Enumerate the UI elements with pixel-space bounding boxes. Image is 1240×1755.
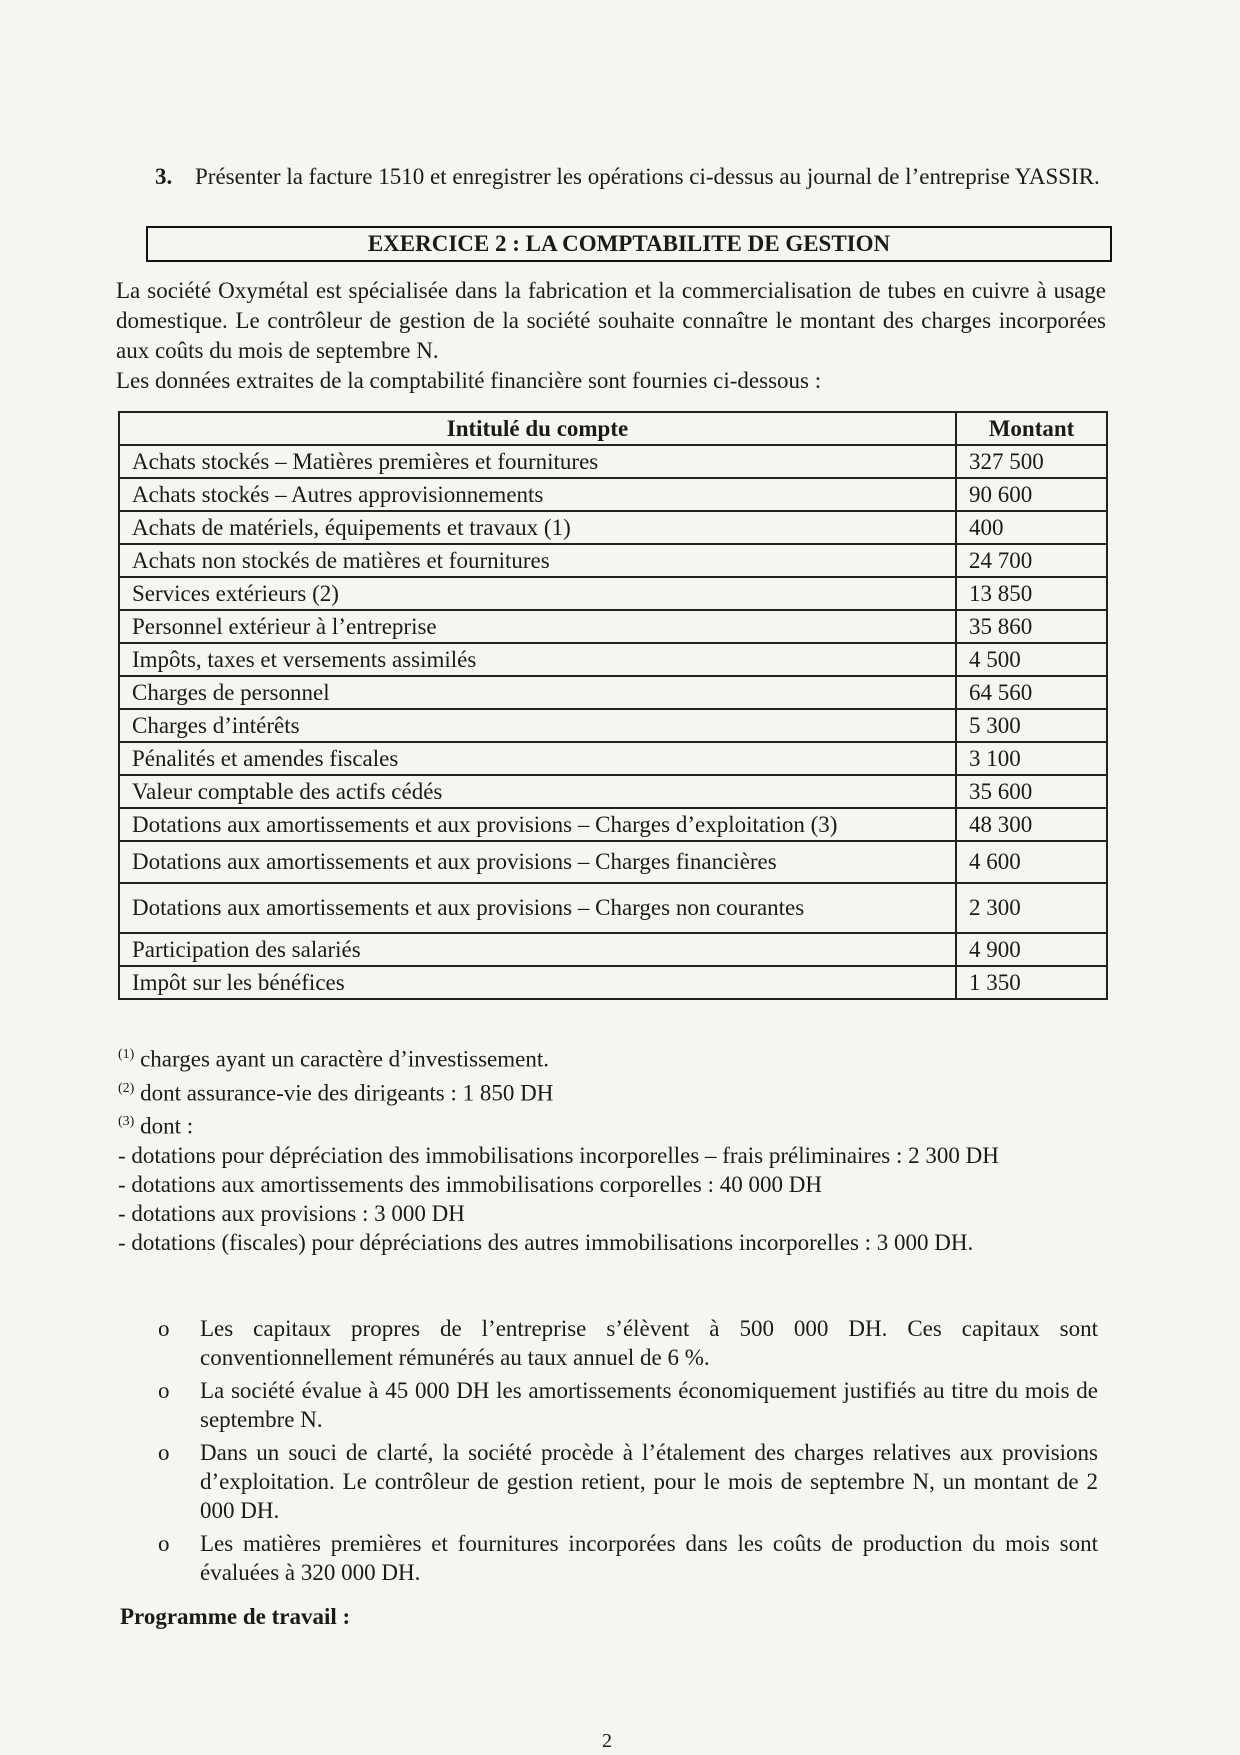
bullet-list (158, 1314, 1098, 1591)
intro-paragraph: La société Oxymétal est spécialisée dans la fabrication et la commercialisation de tubes en cuivre à usage domestique. Le contrôleur de gestion de la société souhaite connaître le montant des charges incorporées aux coûts du mois de septembre N. (116, 278, 1106, 363)
table-row (119, 676, 1107, 709)
intro-paragraph-2: Les données extraites de la comptabilité financière sont fournies ci-dessous : (116, 368, 822, 393)
account-label: Dotations aux amortissements et aux provisions – Charges financières (119, 841, 956, 883)
table-row (119, 610, 1107, 643)
account-amount: 400 (956, 511, 1107, 544)
table-row (119, 478, 1107, 511)
question-text: Présenter la facture 1510 et enregistrer les opérations ci-dessus au journal de l’entreprise YASSIR. (195, 164, 1100, 189)
account-amount: 4 600 (956, 841, 1107, 883)
account-amount: 3 100 (956, 742, 1107, 775)
table-row (119, 883, 1107, 933)
account-label: Services extérieurs (2) (119, 577, 956, 610)
table-row (119, 643, 1107, 676)
accounts-table (118, 411, 1108, 1000)
exercise-title: EXERCICE 2 : LA COMPTABILITE DE GESTION (146, 226, 1112, 262)
bullet-item (158, 1314, 1098, 1372)
footnote-line: - dotations (fiscales) pour dépréciations des autres immobilisations incorporelles : 3 000 DH. (118, 1229, 974, 1255)
bullet-mark: o (158, 1316, 170, 1341)
account-label: Participation des salariés (119, 933, 956, 966)
bullet-text: La société évalue à 45 000 DH les amortissements économiquement justifiés au titre du mois de septembre N. (200, 1378, 1098, 1432)
account-amount: 90 600 (956, 478, 1107, 511)
table-row (119, 445, 1107, 478)
account-amount: 64 560 (956, 676, 1107, 709)
table-row (119, 709, 1107, 742)
bullet-text: Dans un souci de clarté, la société procède à l’étalement des charges relatives aux provisions d’exploitation. Le contrôleur de gestion retient, pour le mois de septembre N, un montant de 2 000 DH. (200, 1440, 1098, 1523)
account-amount: 48 300 (956, 808, 1107, 841)
footnote-text: dont assurance-vie des dirigeants : 1 850 DH (140, 1080, 554, 1106)
question-number: 3. (155, 164, 173, 189)
bullet-item (158, 1529, 1098, 1587)
account-amount: 4 900 (956, 933, 1107, 966)
account-label: Impôts, taxes et versements assimilés (119, 643, 956, 676)
footnote-line: - dotations pour dépréciation des immobilisations incorporelles – frais préliminaires : 2 300 DH (118, 1142, 999, 1168)
account-label: Pénalités et amendes fiscales (119, 742, 956, 775)
bullet-item (158, 1376, 1098, 1434)
bullet-mark: o (158, 1531, 170, 1556)
account-label: Achats non stockés de matières et fournitures (119, 544, 956, 577)
table-row (119, 933, 1107, 966)
account-label: Impôt sur les bénéfices (119, 966, 956, 999)
table-row (119, 966, 1107, 999)
table-row (119, 841, 1107, 883)
account-label: Achats de matériels, équipements et travaux (1) (119, 511, 956, 544)
account-label: Achats stockés – Autres approvisionnements (119, 478, 956, 511)
account-amount: 2 300 (956, 883, 1107, 933)
account-label: Dotations aux amortissements et aux provisions – Charges d’exploitation (3) (119, 808, 956, 841)
footnote-1 (118, 1040, 1108, 1074)
table-row (119, 577, 1107, 610)
bullet-text: Les capitaux propres de l’entreprise s’élèvent à 500 000 DH. Ces capitaux sont conventionnellement rémunérés au taux annuel de 6 %. (200, 1316, 1098, 1370)
footnote-text: dont : (140, 1113, 194, 1139)
bullet-item (158, 1438, 1098, 1525)
account-label: Achats stockés – Matières premières et fournitures (119, 445, 956, 478)
account-amount: 1 350 (956, 966, 1107, 999)
footnotes (118, 1040, 1108, 1257)
table-row (119, 808, 1107, 841)
header-amount: Montant (956, 412, 1107, 445)
bullet-mark: o (158, 1378, 170, 1403)
account-amount: 5 300 (956, 709, 1107, 742)
account-amount: 13 850 (956, 577, 1107, 610)
table-row (119, 544, 1107, 577)
footnote-mark: (3) (118, 1114, 135, 1130)
account-amount: 327 500 (956, 445, 1107, 478)
account-amount: 4 500 (956, 643, 1107, 676)
account-amount: 24 700 (956, 544, 1107, 577)
footnote-line: - dotations aux amortissements des immobilisations corporelles : 40 000 DH (118, 1171, 822, 1197)
footnote-text: charges ayant un caractère d’investissement. (140, 1046, 550, 1072)
footnote-line: - dotations aux provisions : 3 000 DH (118, 1200, 465, 1226)
account-amount: 35 860 (956, 610, 1107, 643)
table-header-row (119, 412, 1107, 445)
table-row (119, 511, 1107, 544)
footnote-3 (118, 1107, 1108, 1141)
table-row (119, 775, 1107, 808)
account-label: Charges de personnel (119, 676, 956, 709)
programme-heading: Programme de travail : (120, 1604, 351, 1629)
table-row (119, 742, 1107, 775)
bullet-mark: o (158, 1440, 170, 1465)
account-label: Dotations aux amortissements et aux provisions – Charges non courantes (119, 883, 956, 933)
header-account: Intitulé du compte (119, 412, 956, 445)
footnote-2 (118, 1074, 1108, 1108)
footnote-mark: (2) (118, 1080, 135, 1096)
account-label: Personnel extérieur à l’entreprise (119, 610, 956, 643)
footnote-mark: (1) (118, 1047, 135, 1062)
account-label: Valeur comptable des actifs cédés (119, 775, 956, 808)
bullet-text: Les matières premières et fournitures incorporées dans les coûts de production du mois sont évaluées à 320 000 DH. (200, 1531, 1098, 1585)
account-label: Charges d’intérêts (119, 709, 956, 742)
exercise-intro (116, 276, 1106, 396)
account-amount: 35 600 (956, 775, 1107, 808)
page-number: 2 (602, 1730, 612, 1752)
